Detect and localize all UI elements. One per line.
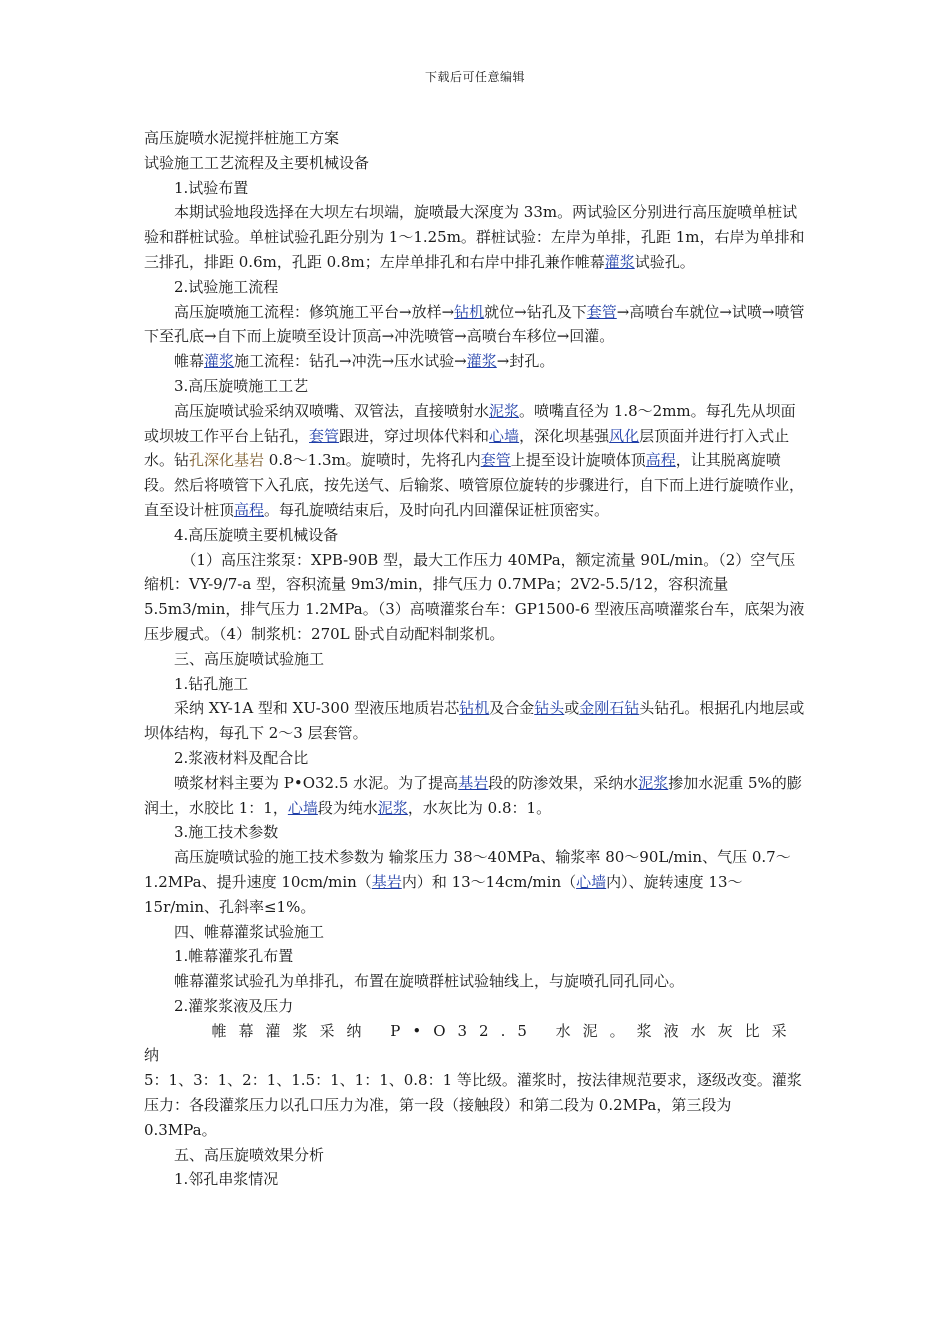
paragraph xyxy=(144,151,808,176)
term-link[interactable]: 泥浆 xyxy=(489,401,520,420)
term-link[interactable]: 高程 xyxy=(645,451,676,470)
term-link[interactable]: 基岩 xyxy=(458,773,489,792)
paragraph xyxy=(144,994,808,1019)
paragraph xyxy=(144,200,808,274)
term-link[interactable]: 套管 xyxy=(480,451,511,470)
paragraph xyxy=(144,1143,808,1168)
text-run: 头钻孔。根据孔内地层或坝体结构，每孔下 2～3 层套管。 xyxy=(144,699,805,743)
text-run: 或 xyxy=(564,699,580,718)
paragraph xyxy=(144,944,808,969)
text-run: 段为纯水 xyxy=(317,798,378,817)
text-run: 帷幕灌浆采纳 P•O32.5 水泥。浆液水灰比采纳 xyxy=(144,1021,799,1065)
paragraph xyxy=(144,820,808,845)
paragraph xyxy=(144,1068,808,1142)
paragraph xyxy=(144,374,808,399)
text-run: 跟进，穿过坝体代料和 xyxy=(339,426,490,445)
text-run: 高压旋喷施工流程：修筑施工平台→放样→ xyxy=(174,302,455,321)
text-run: 四、帷幕灌浆试验施工 xyxy=(174,922,325,941)
text-run: 五、高压旋喷效果分析 xyxy=(174,1145,325,1164)
term-link[interactable]: 灌浆 xyxy=(466,352,497,371)
paragraph xyxy=(144,1167,808,1192)
paragraph xyxy=(144,399,808,523)
text-run: 3.高压旋喷施工工艺 xyxy=(174,376,309,395)
paragraph xyxy=(144,176,808,201)
paragraph xyxy=(144,969,808,994)
text-run: 内）、旋转速度 13～15r/min、孔斜率≤1%。 xyxy=(144,872,743,916)
term-link[interactable]: 心墙 xyxy=(576,872,607,891)
text-run: 1.邻孔串浆情况 xyxy=(174,1170,279,1189)
text-run: 0.8～1.3m。旋喷时，先将孔内 xyxy=(264,451,481,470)
text-run: 1.钻孔施工 xyxy=(174,674,249,693)
text-run: 高压旋喷水泥搅拌桩施工方案 xyxy=(144,129,340,147)
text-run: 段的防渗效果，采纳水 xyxy=(488,773,639,792)
paragraph xyxy=(144,300,808,350)
text-run: 5：1、3：1、2：1、1.5：1、1：1、0.8：1 等比级。灌浆时，按法律规范要求，逐级改变。灌浆压力：各段灌浆压力以孔口压力为准，第一段（接触段）和第二段为 0.2MPa，第三段为 0.3MPa。 xyxy=(144,1071,802,1139)
text-run: 2.浆液材料及配合比 xyxy=(174,748,309,767)
term-link[interactable]: 泥浆 xyxy=(377,798,408,817)
text-run: 3.施工技术参数 xyxy=(174,823,279,842)
paragraph xyxy=(144,349,808,374)
text-run: 及合金 xyxy=(489,699,535,718)
text-run: →封孔。 xyxy=(496,352,555,371)
text-run: ，深化坝基强 xyxy=(519,426,610,445)
text-run: 上提至设计旋喷体顶 xyxy=(510,451,646,470)
text-run: 喷浆材料主要为 P•O32.5 水泥。为了提高 xyxy=(174,773,459,792)
text-run: 。每孔旋喷结束后，及时向孔内回灌保证桩顶密实。 xyxy=(264,500,610,519)
paragraph xyxy=(144,275,808,300)
term-link[interactable]: 心墙 xyxy=(489,426,520,445)
text-run: →高喷台车就位→试喷→喷管下至孔底→自下而上旋喷至设计顶高→冲洗喷管→高喷台车移位→回灌。 xyxy=(144,302,805,346)
text-run: 帷幕 xyxy=(174,352,205,371)
paragraph xyxy=(144,746,808,771)
text-run: 高压旋喷试验的施工技术参数为 输浆压力 38～40MPa、输浆率 80～90L/min、气压 0.7～1.2MPa、提升速度 10cm/min（ xyxy=(144,848,791,891)
text-run: 就位→钻孔及下 xyxy=(484,302,587,321)
text-run: 层顶面并进行打入式止水。钻 xyxy=(144,426,790,470)
text-run: 2.灌浆浆液及压力 xyxy=(174,996,294,1015)
term-link[interactable]: 灌浆 xyxy=(204,352,235,371)
text-run: 帷幕灌浆试验孔为单排孔，布置在旋喷群桩试验轴线上，与旋喷孔同孔同心。 xyxy=(174,972,685,991)
paragraph xyxy=(144,1019,808,1069)
term-link[interactable]: 钻头 xyxy=(534,699,565,718)
document-body xyxy=(144,126,808,1192)
text-run: ，让其脱离旋喷段。然后将喷管下入孔底，按先送气、后输浆、喷管原位旋转的步骤进行，自下而上进行旋喷作业，直至设计桩顶 xyxy=(144,451,805,519)
paragraph xyxy=(144,771,808,821)
paragraph xyxy=(144,647,808,672)
text-run: 1.帷幕灌浆孔布置 xyxy=(174,947,294,966)
text-run: ，水灰比为 0.8：1。 xyxy=(407,798,552,817)
term-link[interactable]: 心墙 xyxy=(287,798,318,817)
term-link[interactable]: 高程 xyxy=(234,500,265,519)
text-run: 2.试验施工流程 xyxy=(174,277,279,296)
paragraph xyxy=(144,696,808,746)
paragraph xyxy=(144,126,808,151)
term-link[interactable]: 风化 xyxy=(609,426,640,445)
term-link[interactable]: 套管 xyxy=(586,302,617,321)
text-run: 高压旋喷试验采纳双喷嘴、双管法，直接喷射水 xyxy=(174,401,490,420)
text-run: 4.高压旋喷主要机械设备 xyxy=(174,525,339,544)
paragraph xyxy=(144,523,808,548)
text-run: 采纳 XY-1A 型和 XU-300 型液压地质岩芯 xyxy=(174,699,460,718)
text-run: 施工流程：钻孔→冲洗→压水试验→ xyxy=(234,352,467,371)
paragraph xyxy=(144,845,808,919)
text-run: 掺加水泥重 5%的膨润土，水胶比 1：1， xyxy=(144,773,802,817)
paragraph xyxy=(144,548,808,647)
text-run: 内）和 13～14cm/min（ xyxy=(401,872,577,891)
text-run: 三、高压旋喷试验施工 xyxy=(174,649,325,668)
page-header: 下载后可任意编辑 xyxy=(424,70,525,84)
term-link[interactable]: 钻机 xyxy=(459,699,490,718)
text-run: 。喷嘴直径为 1.8～2mm。每孔先从坝面或坝坡工作平台上钻孔， xyxy=(144,401,796,445)
term-link[interactable]: 灌浆 xyxy=(604,252,635,271)
term-link[interactable]: 泥浆 xyxy=(638,773,669,792)
paragraph xyxy=(144,672,808,697)
highlight-text: 孔深化基岩 xyxy=(189,451,265,470)
text-run: 试验孔。 xyxy=(634,252,695,271)
text-run: 试验施工工艺流程及主要机械设备 xyxy=(144,153,370,172)
text-run: 本期试验地段选择在大坝左右坝端，旋喷最大深度为 33m。两试验区分别进行高压旋喷单桩试验和群桩试验。单桩试验孔距分别为 1～1.25m。群桩试验：左岸为单排，孔距 1m，右岸为单排和三排孔，排距 0.6m，孔距 0.8m；左岸单排孔和右岸中排孔兼作帷幕 xyxy=(144,203,805,271)
term-link[interactable]: 金刚石钻 xyxy=(579,699,640,718)
term-link[interactable]: 基岩 xyxy=(371,872,402,891)
text-run: （1）高压注浆泵：XPB-90B 型，最大工作压力 40MPa，额定流量 90L/min。（2）空气压缩机：VY-9/7-a 型，容积流量 9m3/min，排气压力 0.7MPa；2V2-5.5/12，容积流量 5.5m3/min，排气压力 1.2MPa。（3）高喷灌浆台车：GP1500-6 型液压高喷灌浆台车，底架为液压步履式。（4）制浆机：270L 卧式自动配料制浆机。 xyxy=(144,550,805,643)
term-link[interactable]: 钻机 xyxy=(454,302,485,321)
paragraph xyxy=(144,920,808,945)
term-link[interactable]: 套管 xyxy=(309,426,340,445)
text-run: 1.试验布置 xyxy=(174,178,249,197)
